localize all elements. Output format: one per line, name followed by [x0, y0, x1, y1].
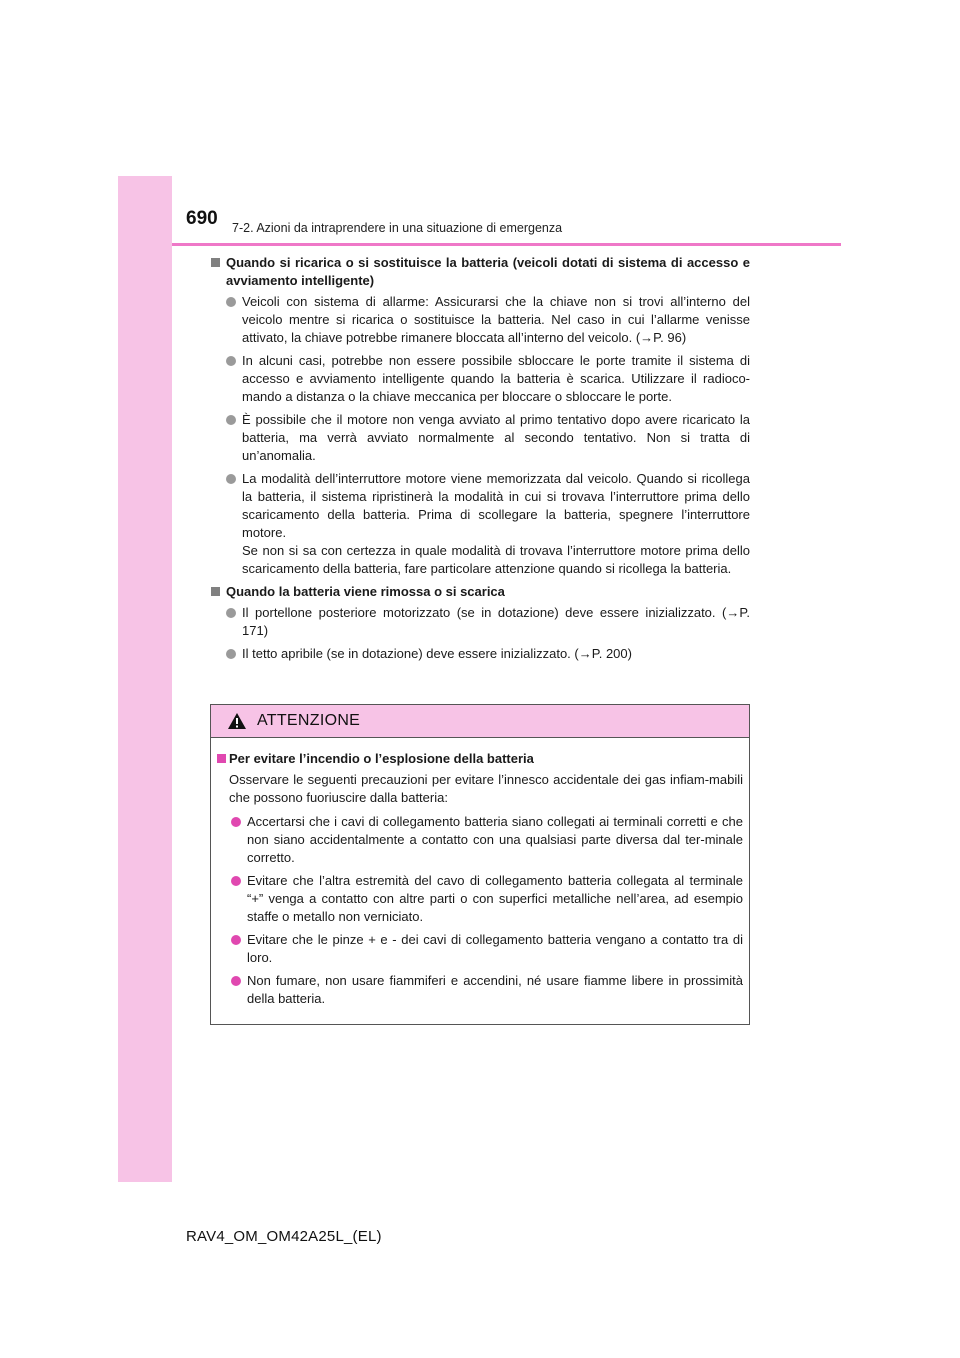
warning-list-item: [217, 972, 743, 1008]
circle-bullet-icon: [226, 474, 236, 484]
header-rule: [172, 243, 841, 246]
circle-bullet-icon: [226, 356, 236, 366]
list-item-continuation: Se non si sa con certezza in quale modalità di trovava l’interruttore motore prima dello scaricamento della batteria, fare particolare attenzione quando si ricollega la batteria.: [242, 543, 750, 576]
footer-document-code: RAV4_OM_OM42A25L_(EL): [186, 1228, 382, 1245]
section-heading: [210, 583, 750, 601]
section-title: 7-2. Azioni da intraprendere in una situazione di emergenza: [232, 221, 563, 235]
page-number: 690: [186, 208, 218, 229]
circle-bullet-icon: [226, 649, 236, 659]
section-heading-text: Quando la batteria viene rimossa o si scarica: [226, 584, 505, 599]
list-item-text: La modalità dell’interruttore motore viene memorizzata dal veicolo. Quando si ricollega la batteria, il sistema ripristinerà la modalità in cui si trovava l’interruttore prima dello scaricamento della batteria. Prima di scollegare la batteria, spegnere l’interruttore motore.: [242, 471, 750, 540]
list-item: [210, 411, 750, 465]
square-bullet-icon: [217, 754, 226, 763]
main-content: [210, 254, 750, 668]
circle-bullet-icon: [231, 876, 241, 886]
circle-bullet-icon: [231, 935, 241, 945]
warning-list-item: [217, 872, 743, 926]
warning-list-item-text: Non fumare, non usare fiammiferi e accendini, né usare fiamme libere in prossimità della batteria.: [247, 973, 743, 1006]
side-tab-band: [118, 176, 172, 1182]
list-item-text: In alcuni casi, potrebbe non essere possibile sbloccare le porte tramite il sistema di accesso e avviamento intelligente quando la batteria è scarica. Utilizzare il radioco-mando a distanza o la chiave meccanica per bloccare o sbloccare le porte.: [242, 353, 750, 404]
warning-box: [210, 704, 750, 1025]
warning-list-item-text: Accertarsi che i cavi di collegamento batteria siano collegati ai terminali corretti e che non siano accidentalmente a contatto con una qualsiasi parte diversa dal ter-minale corretto.: [247, 814, 743, 865]
warning-list-item-text: Evitare che le pinze + e - dei cavi di collegamento batteria vengano a contatto tra di loro.: [247, 932, 743, 965]
circle-bullet-icon: [231, 817, 241, 827]
list-item-text: È possibile che il motore non venga avviato al primo tentativo dopo avere ricaricato la batteria, ma verrà avviato normalmente al secondo tentativo. Non si tratta di un’anomalia.: [242, 412, 750, 463]
list-item: [210, 645, 750, 663]
section-heading: [210, 254, 750, 290]
list-item-text: Veicoli con sistema di allarme: Assicurarsi che la chiave non si trovi all’interno del veicolo mentre si ricarica o sostituisce la batteria. Nel caso in cui l’allarme venisse attivato, la chiave potrebbe rimanere bloccata all’interno del veicolo. (→P. 96): [242, 294, 750, 345]
warning-list-item: [217, 931, 743, 967]
warning-triangle-icon: [227, 712, 247, 730]
warning-heading-text: Per evitare l’incendio o l’esplosione della batteria: [229, 751, 534, 766]
warning-list-item-text: Evitare che l’altra estremità del cavo di collegamento batteria collegata al terminale “+” venga a contatto con altre parti o con superfici metalliche nell’area, ad esempio staffe o metallo non verniciato.: [247, 873, 743, 924]
list-item-text: Il tetto apribile (se in dotazione) deve essere inizializzato. (→P. 200): [242, 646, 632, 661]
circle-bullet-icon: [231, 976, 241, 986]
list-item: [210, 293, 750, 347]
warning-list-item: [217, 813, 743, 867]
warning-heading: [217, 750, 743, 768]
warning-header: [211, 705, 749, 738]
circle-bullet-icon: [226, 297, 236, 307]
square-bullet-icon: [211, 258, 220, 267]
warning-title: ATTENZIONE: [257, 712, 361, 729]
circle-bullet-icon: [226, 415, 236, 425]
circle-bullet-icon: [226, 608, 236, 618]
section-heading-text: Quando si ricarica o si sostituisce la batteria (veicoli dotati di sistema di accesso e avviamento intelligente): [226, 255, 750, 288]
list-item: [210, 352, 750, 406]
list-item-text: Il portellone posteriore motorizzato (se in dotazione) deve essere inizializzato. (→P. 171): [242, 605, 750, 638]
list-item: [210, 470, 750, 578]
warning-body: [211, 738, 749, 1008]
warning-intro: Osservare le seguenti precauzioni per evitare l’innesco accidentale dei gas infiam-mabili che possono fuoriuscire dalla batteria:: [229, 772, 743, 805]
square-bullet-icon: [211, 587, 220, 596]
list-item: [210, 604, 750, 640]
